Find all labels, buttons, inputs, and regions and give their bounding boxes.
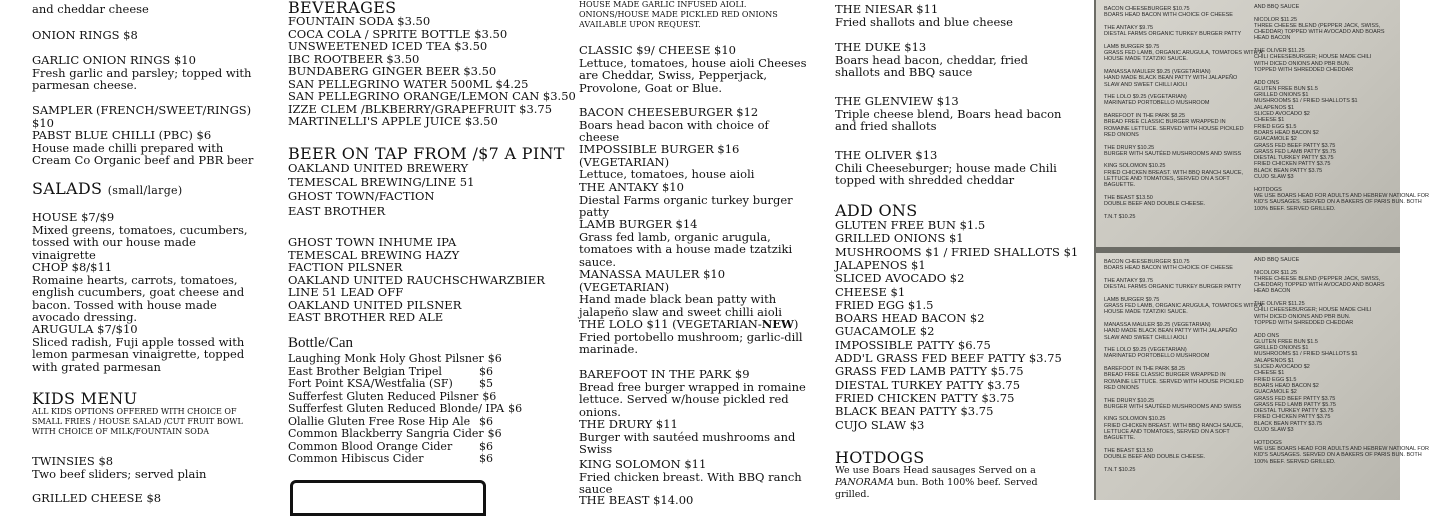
menu-item-duke <box>835 41 1075 79</box>
photo-text-line: HAND MADE BLACK BEAN PATTY WITH JALAPEÑO <box>1104 75 1238 82</box>
item-name: PABST BLUE CHILLI (PBC) $6 <box>32 128 212 142</box>
item-name: KING SOLOMON $11 <box>579 457 707 471</box>
photo-text-line: BLACK BEAN PATTY $3.75 <box>1254 167 1323 174</box>
photo-text-line: MARINATED PORTOBELLO MUSHROOM <box>1104 353 1210 360</box>
menu-item-twinsies <box>32 455 262 480</box>
bottle-price: $6 <box>482 389 497 403</box>
addon-item: FRIED CHICKEN PATTY $3.75 <box>835 390 1015 405</box>
photo-text-line: TOPPED WITH SHREDDED CHEDDAR <box>1254 66 1354 73</box>
bottle-name: Laughing Monk Holy Ghost Pilsner <box>288 352 484 365</box>
photo-text-line: HOTDOGS <box>1254 439 1282 446</box>
photo-text-line: BOARS HEAD BACON $2 <box>1254 382 1319 389</box>
item-name: MANASSA MAULER $10 (VEGETARIAN) <box>579 267 726 294</box>
addon-item: CHEESE $1 <box>835 284 906 299</box>
item-desc: Sliced radish, Fuji apple tossed with lemon parmesan vinaigrette, topped with grated parmesan <box>32 334 245 374</box>
section-title-beverages: BEVERAGES <box>288 0 397 17</box>
photo-text-line: CHEESE $1 <box>1254 370 1285 377</box>
photo-text-line: HEAD BACON <box>1254 35 1291 42</box>
aioli-note: HOUSE MADE GARLIC INFUSED AIOLI. ONIONS/HOUSE MADE PICKLED RED ONIONS AVAILABLE UPON REQUEST. <box>579 0 778 29</box>
photo-text-line: GRASS FED LAMB PATTY $5.75 <box>1254 148 1336 155</box>
photo-text-line: T.N.T $10.25 <box>1104 466 1136 473</box>
photo-text-line: TOPPED WITH SHREDDED CHEDDAR <box>1254 319 1354 326</box>
beer-tap-item: OAKLAND UNITED RAUCHSCHWARZBIER <box>288 272 545 287</box>
menu-item-house-salad <box>32 211 262 261</box>
photo-text-line: KING SOLOMON $10.25 <box>1104 163 1166 170</box>
photo-text-line: CHILI CHEESEBURGER; HOUSE MADE CHILI <box>1254 54 1372 61</box>
photo-text-line: BAGUETTE. <box>1104 435 1136 442</box>
addon-item: DIESTAL TURKEY PATTY $3.75 <box>835 377 1021 392</box>
photo-text-line: SLAW AND SWEET CHILLI AIOLI <box>1104 334 1188 341</box>
photo-text-line: BREAD FREE CLASSIC BURGER WRAPPED IN <box>1104 372 1226 379</box>
beer-brewery: GHOST TOWN/FACTION <box>288 189 435 203</box>
photo-text-line: BOARS HEAD BACON WITH CHOICE OF CHEESE <box>1104 265 1233 272</box>
section-title-add-ons: ADD ONS <box>835 201 918 220</box>
photo-text-line: CUJO SLAW $3 <box>1254 427 1294 434</box>
menu-photo-1[interactable] <box>1096 0 1429 247</box>
menu-item-onion-rings: ONION RINGS $8 <box>32 28 138 42</box>
item-desc: Burger with sautéed mushrooms and Swiss <box>579 429 796 456</box>
bottle-price: $6 <box>479 364 493 378</box>
photo-text-line: FRIED CHICKEN PATTY $3.75 <box>1254 414 1331 421</box>
item-name: GARLIC ONION RINGS $10 <box>32 53 196 67</box>
beer-tap-item: TEMESCAL BREWING HAZY <box>288 247 460 262</box>
bottle-row <box>288 378 493 391</box>
section-title-beer: BEER ON TAP FROM /$7 A PINT <box>288 144 565 163</box>
beer-brewery: EAST BROTHER <box>288 204 386 218</box>
photo-text-line: WE USE BOARS HEAD FOR ADULTS AND HEBREW NATIONAL FOR <box>1254 192 1429 199</box>
photo-text-line: DOUBLE BEEF AND DOUBLE CHEESE. <box>1104 201 1206 208</box>
photo-text-line: BREAD FREE CLASSIC BURGER WRAPPED IN <box>1104 119 1226 126</box>
menu-item-beast: THE BEAST $14.00 <box>579 493 694 507</box>
beer-tap-item: EAST BROTHER RED ALE <box>288 310 444 324</box>
item-desc: Diestal Farms organic turkey burger patty <box>579 192 793 219</box>
menu-item-classic <box>579 44 809 94</box>
menu-item-impossible <box>579 143 809 181</box>
photo-text-line: SLICED AVOCADO $2 <box>1254 111 1310 118</box>
section-title-hotdogs: HOTDOGS <box>835 448 925 467</box>
bottle-price: $5 <box>479 377 493 390</box>
photo-text-line: ROMAINE LETTUCE. SERVED WITH HOUSE PICKLED <box>1104 125 1244 132</box>
photo-text-line: 100% BEEF. SERVED GRILLED. <box>1254 205 1336 212</box>
photo-text-line: 100% BEEF. SERVED GRILLED. <box>1254 458 1336 465</box>
photo-text-line: GRASS FED BEEF PATTY $3.75 <box>1254 142 1336 149</box>
photo-text-line: LAMB BURGER $9.75 <box>1104 43 1160 50</box>
photo-text-line: WE USE BOARS HEAD FOR ADULTS AND HEBREW NATIONAL FOR <box>1254 445 1429 452</box>
item-name: HOUSE $7/$9 <box>32 210 115 224</box>
photo-text-line: THE BEAST $13.50 <box>1104 447 1153 454</box>
photo-text-line: ADD ONS <box>1254 79 1280 86</box>
item-desc: Romaine hearts, carrots, tomatoes, english cucumbers, goat cheese and bacon. Tossed with house made avocado dressing. <box>32 272 245 324</box>
photo-text-line: GUACAMOLE $2 <box>1254 389 1297 396</box>
photo-right-column <box>1254 4 1429 212</box>
photo-text-line: CHEDDAR) TOPPED WITH AVOCADO AND BOARS <box>1254 29 1385 36</box>
photo-text-line: BAGUETTE. <box>1104 182 1136 189</box>
item-desc: Triple cheese blend, Boars head bacon and fried shallots <box>835 106 1062 133</box>
photo-text-line: GLUTEN FREE BUN $1.5 <box>1254 338 1318 345</box>
photo-text-line: HOTDOGS <box>1254 186 1282 193</box>
item-desc: Boars head bacon, cheddar, fried shallots and BBQ sauce <box>835 52 1029 79</box>
section-title-bottle-can: Bottle/Can <box>288 335 353 351</box>
beverage-item: IBC ROOTBEER $3.50 <box>288 51 420 66</box>
item-desc: Bread free burger wrapped in romaine lettuce. Served w/house pickled red onions. <box>579 379 806 419</box>
photo-right-column <box>1254 257 1429 465</box>
photo-text-line: JALAPENOS $1 <box>1254 104 1295 111</box>
item-name: THE OLIVER $13 <box>835 148 938 162</box>
bottle-row <box>288 427 502 441</box>
menu-item-antaky <box>579 181 809 219</box>
photo-text-line: HAND MADE BLACK BEAN PATTY WITH JALAPEÑO <box>1104 328 1238 335</box>
hotdogs-desc: We use Boars Head sausages Served on a PANORAMA bun. Both 100% beef. Served grilled. <box>835 465 1038 500</box>
menu-item-pbc <box>32 129 262 167</box>
item-desc: House made chilli prepared with Cream Co Organic beef and PBR beer <box>32 140 254 167</box>
addon-item: GUACAMOLE $2 <box>835 324 935 339</box>
item-name: THE NIESAR $11 <box>835 2 939 16</box>
addon-item: MUSHROOMS $1 / FRIED SHALLOTS $1 <box>835 244 1079 259</box>
addon-item: BOARS HEAD BACON $2 <box>835 311 985 326</box>
menu-item-king-solomon <box>579 458 809 496</box>
photo-text-line: DIESTAL TURKEY PATTY $3.75 <box>1254 155 1334 162</box>
photo-text-line: BACON CHEESEBURGER $10.75 <box>1104 259 1190 265</box>
photo-text-line: FRIED CHICKEN BREAST. WITH BBQ RANCH SAUCE, <box>1104 422 1244 429</box>
photo-text-line: THE OLIVER $11.25 <box>1254 301 1305 308</box>
photo-text-line: THE OLIVER $11.25 <box>1254 48 1305 55</box>
addon-item: SLICED AVOCADO $2 <box>835 271 965 286</box>
photo-strip <box>1094 0 1429 500</box>
photo-text-line: THE DRURY $10.25 <box>1104 397 1155 404</box>
bottle-price: $6 <box>479 414 493 428</box>
addon-item: IMPOSSIBLE PATTY $6.75 <box>835 337 991 352</box>
beverage-item: SAN PELLEGRINO ORANGE/LEMON CAN $3.50 <box>288 89 576 103</box>
photo-text-line: GUACAMOLE $2 <box>1254 136 1297 143</box>
photo-text-line: KID'S SAUSAGES. SERVED ON A BAKERS OF PARIS BUN. BOTH <box>1254 199 1422 206</box>
addon-item: JALAPENOS $1 <box>835 257 926 272</box>
photo-text-line: KID'S SAUSAGES. SERVED ON A BAKERS OF PARIS BUN. BOTH <box>1254 452 1422 459</box>
menu-item-garlic-onion-rings <box>32 54 262 92</box>
beverage-item: UNSWEETENED ICED TEA $3.50 <box>288 39 488 53</box>
photo-text-line: BAREFOOT IN THE PARK $8.25 <box>1104 113 1185 120</box>
salads-note: (small/large) <box>107 184 183 197</box>
item-name: THE DRURY $11 <box>579 417 678 431</box>
beer-tap-item: GHOST TOWN INHUME IPA <box>288 235 457 249</box>
item-desc: Fried chicken breast. With BBQ ranch sauce <box>579 469 802 496</box>
photo-text-line: NICOLOR $11.25 <box>1254 16 1298 23</box>
menu-photo-2[interactable] <box>1096 253 1429 500</box>
photo-text-line: GRASS FED LAMB PATTY $5.75 <box>1254 401 1336 408</box>
photo-text-line: HEAD BACON <box>1254 288 1291 295</box>
photo-text-line: CUJO SLAW $3 <box>1254 174 1294 181</box>
item-name: IMPOSSIBLE BURGER $16 (VEGETARIAN) <box>579 142 740 169</box>
photo-text-line: BLACK BEAN PATTY $3.75 <box>1254 420 1323 427</box>
item-desc: Lettuce, tomatoes, house aioli <box>579 167 755 181</box>
beer-tap-item: LINE 51 LEAD OFF <box>288 285 404 299</box>
menu-item-chop-salad <box>32 261 262 324</box>
item-desc: Boars head bacon with choice of cheese <box>579 117 769 144</box>
photo-text-line: THE ANTAKY $9.75 <box>1104 277 1154 284</box>
photo-text-line: GRASS FED LAMB, ORGANIC ARUGULA, TOMATOES WITH A <box>1104 303 1263 310</box>
bottle-price: $6 <box>487 427 502 440</box>
photo-text-line: GRILLED ONIONS $1 <box>1254 345 1309 352</box>
addon-item: GRASS FED LAMB PATTY $5.75 <box>835 364 1024 379</box>
bottle-name: East Brother Belgian Tripel <box>288 364 442 378</box>
bottle-row <box>288 453 493 466</box>
photo-text-line: WITH DICED ONIONS AND PBR BUN. <box>1254 313 1351 320</box>
photo-text-line: FRIED CHICKEN BREAST. WITH BBQ RANCH SAUCE, <box>1104 169 1244 176</box>
item-name: BACON CHEESEBURGER $12 <box>579 105 759 119</box>
bottle-name: Common Hibiscus Cider <box>288 452 424 465</box>
item-name: THE LOLO $11 (VEGETARIAN-NEW) <box>579 317 799 331</box>
bottle-name: Common Blackberry Sangria Cider <box>288 427 484 440</box>
photo-text-line: FRIED EGG $1.5 <box>1254 376 1297 383</box>
photo-text-line: BOARS HEAD BACON WITH CHOICE OF CHEESE <box>1104 12 1233 19</box>
menu-item-bacon-cheeseburger <box>579 106 809 144</box>
menu-item-arugula-salad <box>32 323 262 373</box>
photo-text-line: ROMAINE LETTUCE. SERVED WITH HOUSE PICKLED <box>1104 378 1244 385</box>
photo-text-line: JALAPENOS $1 <box>1254 357 1295 364</box>
photo-text-line: HOUSE MADE TZATZIKI SAUCE. <box>1104 56 1188 63</box>
photo-text-line: MANASSA MAULER $9.25 (VEGETARIAN) <box>1104 321 1211 328</box>
photo-text-line: GLUTEN FREE BUN $1.5 <box>1254 85 1318 92</box>
addon-item: GLUTEN FREE BUN $1.5 <box>835 218 986 232</box>
photo-text-line: DOUBLE BEEF AND DOUBLE CHEESE. <box>1104 454 1206 461</box>
section-title-kids: KIDS MENU <box>32 389 138 408</box>
photo-text-line: MANASSA MAULER $9.25 (VEGETARIAN) <box>1104 68 1211 75</box>
photo-text-line: SLAW AND SWEET CHILLI AIOLI <box>1104 81 1188 88</box>
beverage-item: SAN PELLEGRINO WATER 500ML $4.25 <box>288 76 529 91</box>
item-desc: Fresh garlic and parsley; topped with parmesan cheese. <box>32 65 252 92</box>
photo-text-line: THREE CHEESE BLEND (PEPPER JACK, SWISS, <box>1254 22 1381 29</box>
photo-text-line: DIESTAL FARMS ORGANIC TURKEY BURGER PATTY <box>1104 31 1242 38</box>
menu-item-lamb-burger <box>579 218 809 268</box>
item-name: THE DUKE $13 <box>835 40 927 54</box>
photo-text-line: BACON CHEESEBURGER $10.75 <box>1104 6 1190 12</box>
bottle-row <box>288 352 502 366</box>
bottle-price: $6 <box>479 452 493 465</box>
beverage-item: COCA COLA / SPRITE BOTTLE $3.50 <box>288 26 508 41</box>
photo-text-line: DIESTAL FARMS ORGANIC TURKEY BURGER PATTY <box>1104 284 1242 291</box>
kids-note: ALL KIDS OPTIONS OFFERED WITH CHOICE OF SMALL FRIES / HOUSE SALAD /CUT FRUIT BOWL WITH CHOICE OF MILK/FOUNTAIN SODA <box>32 407 243 436</box>
photo-text-line: WITH DICED ONIONS AND PBR BUN. <box>1254 60 1351 67</box>
photo-text-line: GRASS FED BEEF PATTY $3.75 <box>1254 395 1336 402</box>
bottle-name: Fort Point KSA/Westfalia (SF) <box>288 377 453 390</box>
photo-text-line: SLICED AVOCADO $2 <box>1254 364 1310 371</box>
menu-item-manassa-mauler <box>579 268 809 318</box>
photo-text-line: LETTUCE AND TOMATOES, SERVED ON A SOFT <box>1104 429 1230 436</box>
photo-text-line: BURGER WITH SAUTÉED MUSHROOMS AND SWISS <box>1104 403 1242 410</box>
menu-item-drury <box>579 418 809 456</box>
photo-text-line: NICOLOR $11.25 <box>1254 269 1298 276</box>
beverage-item: IZZE CLEM /BLKBERRY/GRAPEFRUIT $3.75 <box>288 101 553 116</box>
item-desc: Chili Cheeseburger; house made Chili topped with shredded cheddar <box>835 160 1057 187</box>
beverage-item: BUNDABERG GINGER BEER $3.50 <box>288 64 497 78</box>
menu-item-niesar <box>835 3 1075 28</box>
photo-text-line: BOARS HEAD BACON $2 <box>1254 129 1319 136</box>
photo-left-column <box>1104 259 1263 473</box>
menu-item-glenview <box>835 95 1075 133</box>
bottle-name: Sufferfest Gluten Reduced Pilsner <box>288 389 479 403</box>
beer-tap-item: FACTION PILSNER <box>288 260 403 274</box>
photo-text-line: THE LOLO $9.25 (VEGETARIAN) <box>1104 94 1187 101</box>
photo-text-line: GRASS FED LAMB, ORGANIC ARUGULA, TOMATOES WITH A <box>1104 50 1263 57</box>
bottle-price: $6 <box>508 402 523 415</box>
beverage-item: MARTINELLI'S APPLE JUICE $3.50 <box>288 114 498 128</box>
item-desc: Fried shallots and blue cheese <box>835 14 1013 29</box>
menu-item-lolo <box>579 318 809 356</box>
addon-item: CUJO SLAW $3 <box>835 417 925 432</box>
photo-text-line: ADD ONS <box>1254 332 1280 339</box>
photo-text-line: MUSHROOMS $1 / FRIED SHALLOTS $1 <box>1254 98 1358 105</box>
item-name: CHOP $8/$11 <box>32 260 113 274</box>
photo-text-line: THE BEAST $13.50 <box>1104 194 1153 201</box>
logo-frame <box>290 480 486 516</box>
beer-brewery: OAKLAND UNITED BREWERY <box>288 161 469 175</box>
item-desc: Grass fed lamb, organic arugula, tomatoes with a house made tzatziki sauce. <box>579 229 793 269</box>
bottle-name: Sufferfest Gluten Reduced Blonde/ IPA <box>288 402 505 415</box>
photo-text-line: RED ONIONS <box>1104 384 1139 391</box>
section-title-salads: SALADS (small/large) <box>32 179 183 198</box>
menu-item-oliver <box>835 149 1075 187</box>
photo-text-line: LAMB BURGER $9.75 <box>1104 296 1160 303</box>
photo-text-line: BURGER WITH SAUTÉED MUSHROOMS AND SWISS <box>1104 150 1242 157</box>
beer-brewery: TEMESCAL BREWING/LINE 51 <box>288 175 475 189</box>
photo-text-line: MUSHROOMS $1 / FRIED SHALLOTS $1 <box>1254 351 1358 358</box>
beverage-item: FOUNTAIN SODA $3.50 <box>288 14 431 28</box>
bottle-price: $6 <box>479 439 493 453</box>
bottle-name: Olallie Gluten Free Rose Hip Ale <box>288 414 471 428</box>
bottle-price: $6 <box>487 352 502 365</box>
photo-text-line: RED ONIONS <box>1104 131 1139 138</box>
item-name: CLASSIC $9/ CHEESE $10 <box>579 43 736 57</box>
photo-text-line: GRILLED ONIONS $1 <box>1254 92 1309 99</box>
item-name: LAMB BURGER $14 <box>579 217 698 231</box>
menu-item-barefoot <box>579 368 809 418</box>
item-desc: Mixed greens, tomatoes, cucumbers, tossed with our house made vinaigrette <box>32 222 248 262</box>
item-name: TWINSIES $8 <box>32 454 114 468</box>
item-name: ARUGULA $7/$10 <box>32 322 138 336</box>
panorama-brand: PANORAMA <box>835 477 895 488</box>
photo-text-line: THE LOLO $9.25 (VEGETARIAN) <box>1104 347 1187 354</box>
photo-text-line: DIESTAL TURKEY PATTY $3.75 <box>1254 408 1334 415</box>
photo-text-line: CHEESE $1 <box>1254 117 1285 124</box>
bottle-name: Common Blood Orange Cider <box>288 439 453 453</box>
photo-text-line: CHILI CHEESEBURGER; HOUSE MADE CHILI <box>1254 307 1372 314</box>
item-name: THE GLENVIEW $13 <box>835 94 959 108</box>
item-desc: Fried portobello mushroom; garlic-dill marinade. <box>579 329 803 356</box>
menu-item-sampler: SAMPLER (FRENCH/SWEET/RINGS) $10 <box>32 103 252 130</box>
item-desc: Two beef sliders; served plain <box>32 466 207 481</box>
addon-item: ADD'L GRASS FED BEEF PATTY $3.75 <box>835 351 1062 365</box>
photo-text-line: HOUSE MADE TZATZIKI SAUCE. <box>1104 309 1188 316</box>
addon-item: FRIED EGG $1.5 <box>835 297 934 312</box>
menu-item-fragment: and cheddar cheese <box>32 2 149 16</box>
menu-item-grilled-cheese: GRILLED CHEESE $8 <box>32 491 162 505</box>
new-badge: NEW <box>761 317 794 331</box>
photo-text-line: THE ANTAKY $9.75 <box>1104 24 1154 31</box>
photo-text-line: CHEDDAR) TOPPED WITH AVOCADO AND BOARS <box>1254 282 1385 289</box>
photo-text-line: FRIED CHICKEN PATTY $3.75 <box>1254 161 1331 168</box>
addon-item: GRILLED ONIONS $1 <box>835 231 964 246</box>
item-name: THE ANTAKY $10 <box>579 180 684 194</box>
photo-text-line: BAREFOOT IN THE PARK $8.25 <box>1104 366 1185 373</box>
addon-item: BLACK BEAN PATTY $3.75 <box>835 404 994 419</box>
photo-left-column <box>1104 6 1263 220</box>
photo-text-line: MARINATED PORTOBELLO MUSHROOM <box>1104 100 1210 107</box>
photo-text-line: KING SOLOMON $10.25 <box>1104 416 1166 423</box>
photo-text-line: THE DRURY $10.25 <box>1104 144 1155 151</box>
photo-text-line: AND BBQ SAUCE <box>1254 4 1300 10</box>
item-desc: Lettuce, tomatoes, house aioli Cheeses are Cheddar, Swiss, Pepperjack, Provolone, Goat or Blue. <box>579 55 807 95</box>
item-desc: Hand made black bean patty with jalapeño slaw and sweet chilli aioli <box>579 292 782 319</box>
photo-text-line: LETTUCE AND TOMATOES, SERVED ON A SOFT <box>1104 176 1230 183</box>
photo-text-line: THREE CHEESE BLEND (PEPPER JACK, SWISS, <box>1254 275 1381 282</box>
beer-tap-item: OAKLAND UNITED PILSNER <box>288 297 462 312</box>
photo-text-line: FRIED EGG $1.5 <box>1254 123 1297 130</box>
photo-text-line: T.N.T $10.25 <box>1104 213 1136 220</box>
bottle-row <box>288 402 523 416</box>
item-name: BAREFOOT IN THE PARK $9 <box>579 367 750 381</box>
photo-text-line: AND BBQ SAUCE <box>1254 257 1300 263</box>
